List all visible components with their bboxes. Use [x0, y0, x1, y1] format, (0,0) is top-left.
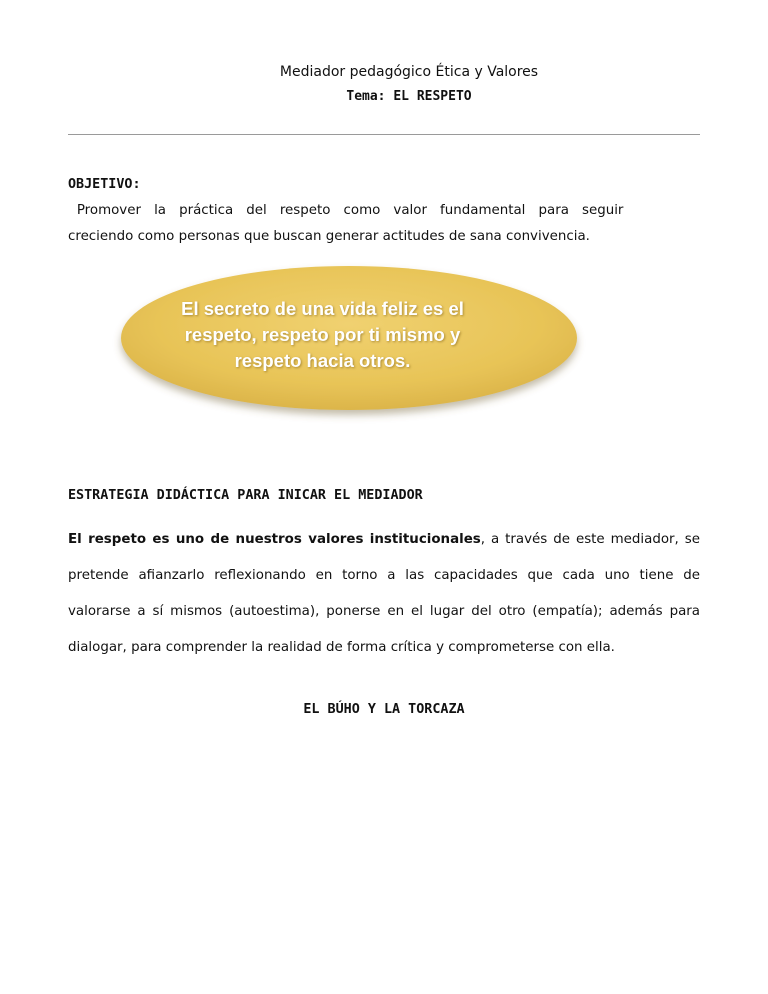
- strategy-paragraph: [68, 522, 700, 666]
- objective-paragraph: [68, 172, 700, 250]
- strategy-bold-lead: El respeto es uno de nuestros valores institucionales: [68, 532, 481, 547]
- objective-line-1: Promover la práctica del respeto como valor fundamental para seguir: [76, 203, 624, 218]
- header-topic: Tema: EL RESPETO: [346, 89, 472, 104]
- strategy-line-1: [68, 522, 700, 558]
- strategy-heading: ESTRATEGIA DIDÁCTICA PARA INICAR EL MEDIADOR: [68, 488, 423, 503]
- header-subject: Mediador pedagógico Ética y Valores: [279, 64, 539, 80]
- strategy-line-4: dialogar, para comprender la realidad de forma crítica y comprometerse con ella.: [68, 640, 615, 655]
- objective-label: OBJETIVO:: [68, 177, 141, 192]
- quote-line-1: El secreto de una vida feliz es el: [181, 298, 464, 319]
- objective-line-2: creciendo como personas que buscan generar actitudes de sana convivencia.: [68, 229, 590, 244]
- header-divider: [68, 134, 700, 135]
- quote-line-3: respeto hacia otros.: [234, 350, 411, 371]
- strategy-line-3: valorarse a sí mismos (autoestima), ponerse en el lugar del otro (empatía); además para: [68, 604, 700, 619]
- quote-text: [175, 296, 470, 374]
- strategy-line-2: pretende afianzarlo reflexionando en torno a las capacidades que cada uno tiene de: [68, 568, 700, 583]
- story-heading: EL BÚHO Y LA TORCAZA: [303, 702, 465, 717]
- strategy-line-1-rest: , a través de este mediador, se: [480, 532, 700, 547]
- quote-line-2: respeto, respeto por ti mismo y: [184, 324, 461, 345]
